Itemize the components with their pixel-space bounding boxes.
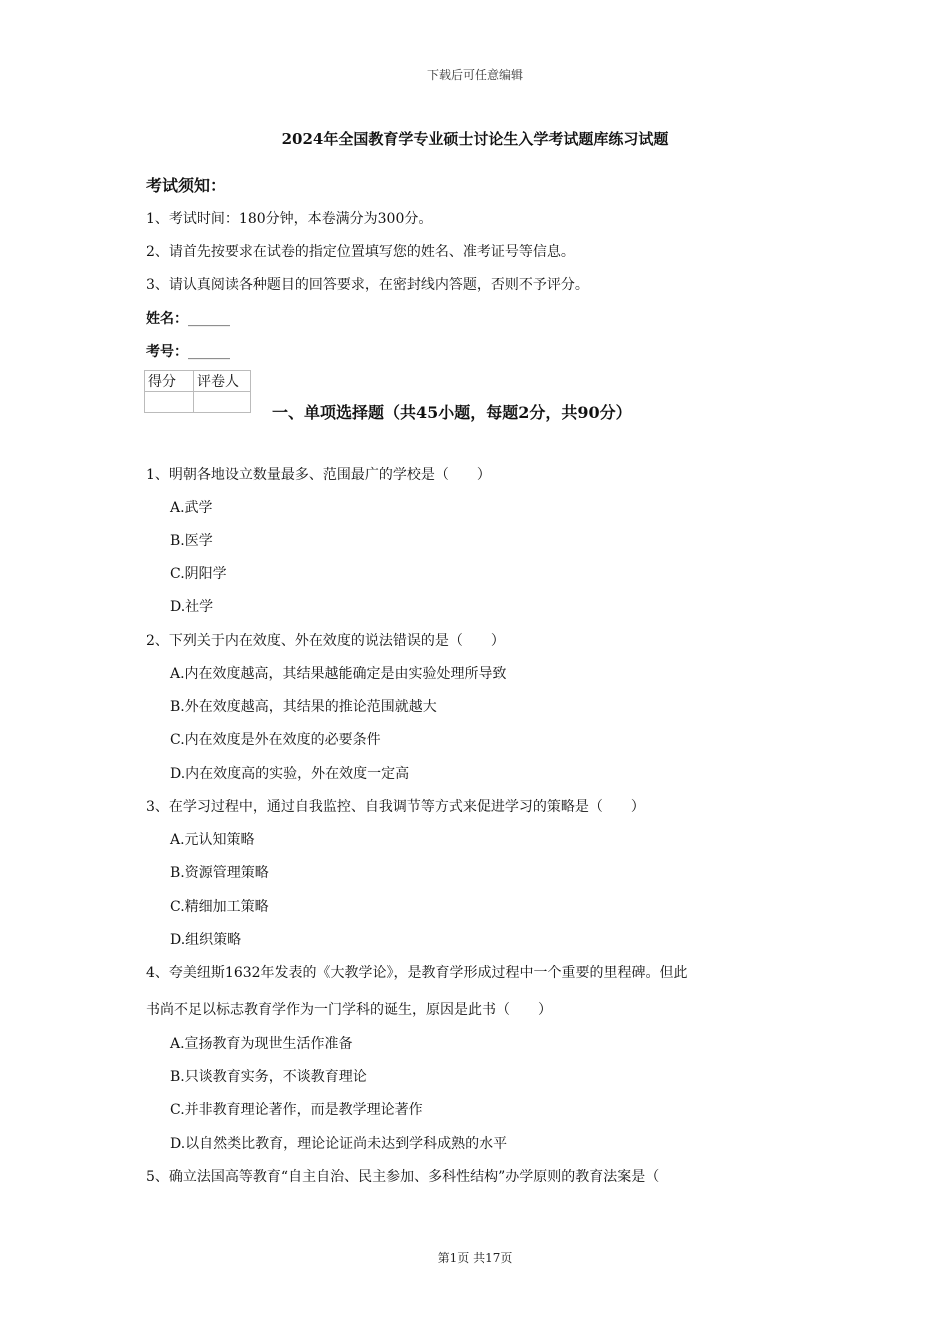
grader-header: 评卷人 — [194, 371, 251, 392]
name-field — [146, 308, 230, 328]
name-label: 姓名： — [146, 311, 188, 327]
q3-option-a: A.元认知策略 — [170, 832, 255, 848]
rule-2: 2、请首先按要求在试卷的指定位置填写您的姓名、准考证号等信息。 — [146, 244, 575, 260]
q1-option-a: A.武学 — [170, 500, 213, 516]
question-1: 1、明朝各地设立数量最多、范围最广的学校是（ ） — [146, 467, 491, 483]
question-3: 3、在学习过程中，通过自我监控、自我调节等方式来促进学习的策略是（ ） — [146, 799, 645, 815]
score-header: 得分 — [145, 371, 194, 392]
q4-option-c: C.并非教育理论著作，而是教学理论著作 — [170, 1102, 423, 1118]
notice-heading: 考试须知： — [146, 176, 227, 195]
page-footer: 第1页 共17页 — [437, 1251, 513, 1265]
q4-option-a: A.宣扬教育为现世生活作准备 — [170, 1036, 353, 1052]
q4-option-d: D.以自然类比教育，理论论证尚未达到学科成熟的水平 — [170, 1136, 508, 1152]
q1-option-b: B.医学 — [170, 533, 213, 549]
score-table — [144, 370, 251, 413]
exam-title: 2024年全国教育学专业硕士讨论生入学考试题库练习试题 — [281, 130, 669, 148]
q1-option-d: D.社学 — [170, 599, 214, 615]
rule-1: 1、考试时间：180分钟，本卷满分为300分。 — [146, 211, 433, 227]
exam-id-label: 考号： — [146, 344, 188, 360]
q4-option-b: B.只谈教育实务，不谈教育理论 — [170, 1069, 367, 1085]
q1-option-c: C.阴阳学 — [170, 566, 227, 582]
q2-option-d: D.内在效度高的实验，外在效度一定高 — [170, 766, 410, 782]
q3-option-c: C.精细加工策略 — [170, 899, 269, 915]
rule-3: 3、请认真阅读各种题目的回答要求，在密封线内答题，否则不予评分。 — [146, 277, 589, 293]
q2-option-a: A.内在效度越高，其结果越能确定是由实验处理所导致 — [170, 666, 507, 682]
section-title: 一、单项选择题（共45小题，每题2分，共90分） — [272, 403, 632, 422]
score-cell — [145, 392, 194, 413]
q3-option-b: B.资源管理策略 — [170, 865, 269, 881]
q3-option-d: D.组织策略 — [170, 932, 242, 948]
question-4-continued: 书尚不足以标志教育学作为一门学科的诞生，原因是此书（ ） — [146, 1002, 552, 1018]
question-4: 4、夸美纽斯1632年发表的《大教学论》，是教育学形成过程中一个重要的里程碑。但此 — [146, 965, 688, 981]
question-5: 5、确立法国高等教育“自主自治、民主参加、多科性结构”办学原则的教育法案是（ — [146, 1169, 660, 1185]
question-2: 2、下列关于内在效度、外在效度的说法错误的是（ ） — [146, 633, 505, 649]
q2-option-c: C.内在效度是外在效度的必要条件 — [170, 732, 381, 748]
page-header: 下载后可任意编辑 — [426, 68, 523, 82]
q2-option-b: B.外在效度越高，其结果的推论范围就越大 — [170, 699, 437, 715]
exam-id-field — [146, 341, 230, 361]
grader-cell — [194, 392, 251, 413]
name-blank: ______ — [188, 311, 230, 327]
exam-id-blank: ______ — [188, 344, 230, 360]
